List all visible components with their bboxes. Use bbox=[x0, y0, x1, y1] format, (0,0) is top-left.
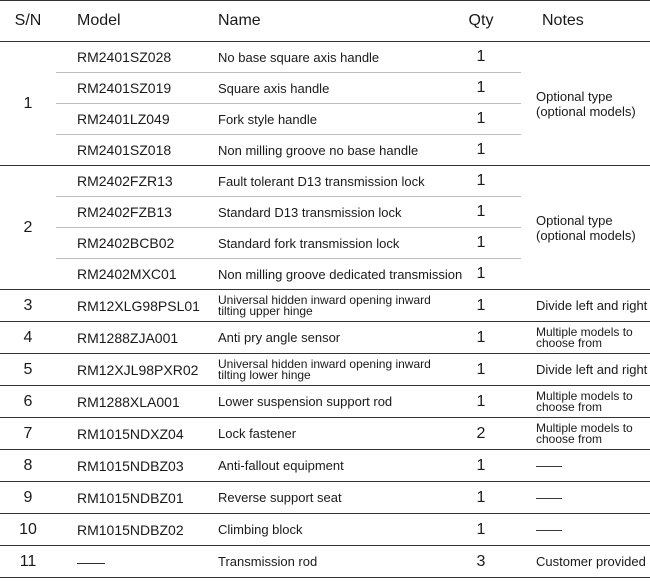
header-row bbox=[0, 1, 650, 42]
header-notes: Notes bbox=[521, 1, 650, 42]
sn-cell: 8 bbox=[0, 450, 56, 482]
table-row bbox=[0, 354, 650, 386]
qty-cell: 1 bbox=[441, 104, 521, 135]
table-row bbox=[0, 386, 650, 418]
model-cell: RM2402FZB13 bbox=[56, 197, 197, 228]
group-notes: Optional type (optional models) bbox=[521, 42, 650, 166]
notes-cell: Multiple models to choose from bbox=[521, 418, 650, 450]
table-row bbox=[0, 546, 650, 578]
qty-cell: 1 bbox=[441, 290, 521, 322]
model-cell: RM12XJL98PXR02 bbox=[56, 354, 197, 386]
model-cell: RM2401LZ049 bbox=[56, 104, 197, 135]
qty-cell: 1 bbox=[441, 73, 521, 104]
name-cell: Square axis handle bbox=[197, 73, 441, 104]
table-row bbox=[0, 482, 650, 514]
model-cell: —— bbox=[56, 546, 197, 578]
name-cell: Universal hidden inward opening inward tilting upper hinge bbox=[197, 290, 441, 322]
table-row bbox=[0, 166, 650, 197]
name-cell: Lower suspension support rod bbox=[197, 386, 441, 418]
model-cell: RM12XLG98PSL01 bbox=[56, 290, 197, 322]
qty-cell: 2 bbox=[441, 418, 521, 450]
model-cell: RM1015NDBZ01 bbox=[56, 482, 197, 514]
table-row bbox=[0, 450, 650, 482]
table-row bbox=[0, 322, 650, 354]
qty-cell: 1 bbox=[441, 482, 521, 514]
notes-cell: Divide left and right bbox=[521, 290, 650, 322]
name-cell: Standard D13 transmission lock bbox=[197, 197, 441, 228]
notes-cell: Multiple models to choose from bbox=[521, 386, 650, 418]
table-row bbox=[0, 514, 650, 546]
sn-cell: 4 bbox=[0, 322, 56, 354]
name-cell: Anti-fallout equipment bbox=[197, 450, 441, 482]
sn-cell: 11 bbox=[0, 546, 56, 578]
sn-cell: 7 bbox=[0, 418, 56, 450]
model-cell: RM1015NDBZ02 bbox=[56, 514, 197, 546]
model-cell: RM1015NDXZ04 bbox=[56, 418, 197, 450]
qty-cell: 1 bbox=[441, 197, 521, 228]
model-cell: RM1288ZJA001 bbox=[56, 322, 197, 354]
name-cell: Standard fork transmission lock bbox=[197, 228, 441, 259]
sn-cell: 5 bbox=[0, 354, 56, 386]
table-row bbox=[0, 290, 650, 322]
qty-cell: 1 bbox=[441, 42, 521, 73]
qty-cell: 1 bbox=[441, 228, 521, 259]
notes-cell: —— bbox=[521, 450, 650, 482]
header-sn: S/N bbox=[0, 1, 56, 42]
table-row bbox=[0, 42, 650, 73]
header-model: Model bbox=[56, 1, 197, 42]
sn-cell: 3 bbox=[0, 290, 56, 322]
model-cell: RM2401SZ028 bbox=[56, 42, 197, 73]
qty-cell: 1 bbox=[441, 322, 521, 354]
qty-cell: 1 bbox=[441, 259, 521, 290]
name-cell: Anti pry angle sensor bbox=[197, 322, 441, 354]
qty-cell: 3 bbox=[441, 546, 521, 578]
name-cell: Lock fastener bbox=[197, 418, 441, 450]
qty-cell: 1 bbox=[441, 450, 521, 482]
notes-cell: —— bbox=[521, 514, 650, 546]
name-cell: Transmission rod bbox=[197, 546, 441, 578]
name-cell: Fork style handle bbox=[197, 104, 441, 135]
name-cell: Non milling groove dedicated transmission bbox=[197, 259, 441, 290]
model-cell: RM2401SZ018 bbox=[56, 135, 197, 166]
group-notes: Optional type (optional models) bbox=[521, 166, 650, 290]
qty-cell: 1 bbox=[441, 166, 521, 197]
name-cell: Climbing block bbox=[197, 514, 441, 546]
notes-cell: —— bbox=[521, 482, 650, 514]
model-cell: RM2401SZ019 bbox=[56, 73, 197, 104]
sn-cell: 6 bbox=[0, 386, 56, 418]
model-cell: RM2402BCB02 bbox=[56, 228, 197, 259]
name-cell: Reverse support seat bbox=[197, 482, 441, 514]
name-cell: Fault tolerant D13 transmission lock bbox=[197, 166, 441, 197]
model-cell: RM1288XLA001 bbox=[56, 386, 197, 418]
qty-cell: 1 bbox=[441, 386, 521, 418]
notes-cell: Customer provided bbox=[521, 546, 650, 578]
notes-cell: Multiple models to choose from bbox=[521, 322, 650, 354]
name-cell: Universal hidden inward opening inward tilting lower hinge bbox=[197, 354, 441, 386]
qty-cell: 1 bbox=[441, 514, 521, 546]
sn-cell: 10 bbox=[0, 514, 56, 546]
group-sn: 2 bbox=[0, 166, 56, 290]
model-cell: RM2402FZR13 bbox=[56, 166, 197, 197]
name-cell: Non milling groove no base handle bbox=[197, 135, 441, 166]
model-cell: RM2402MXC01 bbox=[56, 259, 197, 290]
group-sn: 1 bbox=[0, 42, 56, 166]
header-name: Name bbox=[197, 1, 441, 42]
model-cell: RM1015NDBZ03 bbox=[56, 450, 197, 482]
sn-cell: 9 bbox=[0, 482, 56, 514]
notes-cell: Divide left and right bbox=[521, 354, 650, 386]
name-cell: No base square axis handle bbox=[197, 42, 441, 73]
qty-cell: 1 bbox=[441, 135, 521, 166]
header-qty: Qty bbox=[441, 1, 521, 42]
qty-cell: 1 bbox=[441, 354, 521, 386]
table-row bbox=[0, 418, 650, 450]
